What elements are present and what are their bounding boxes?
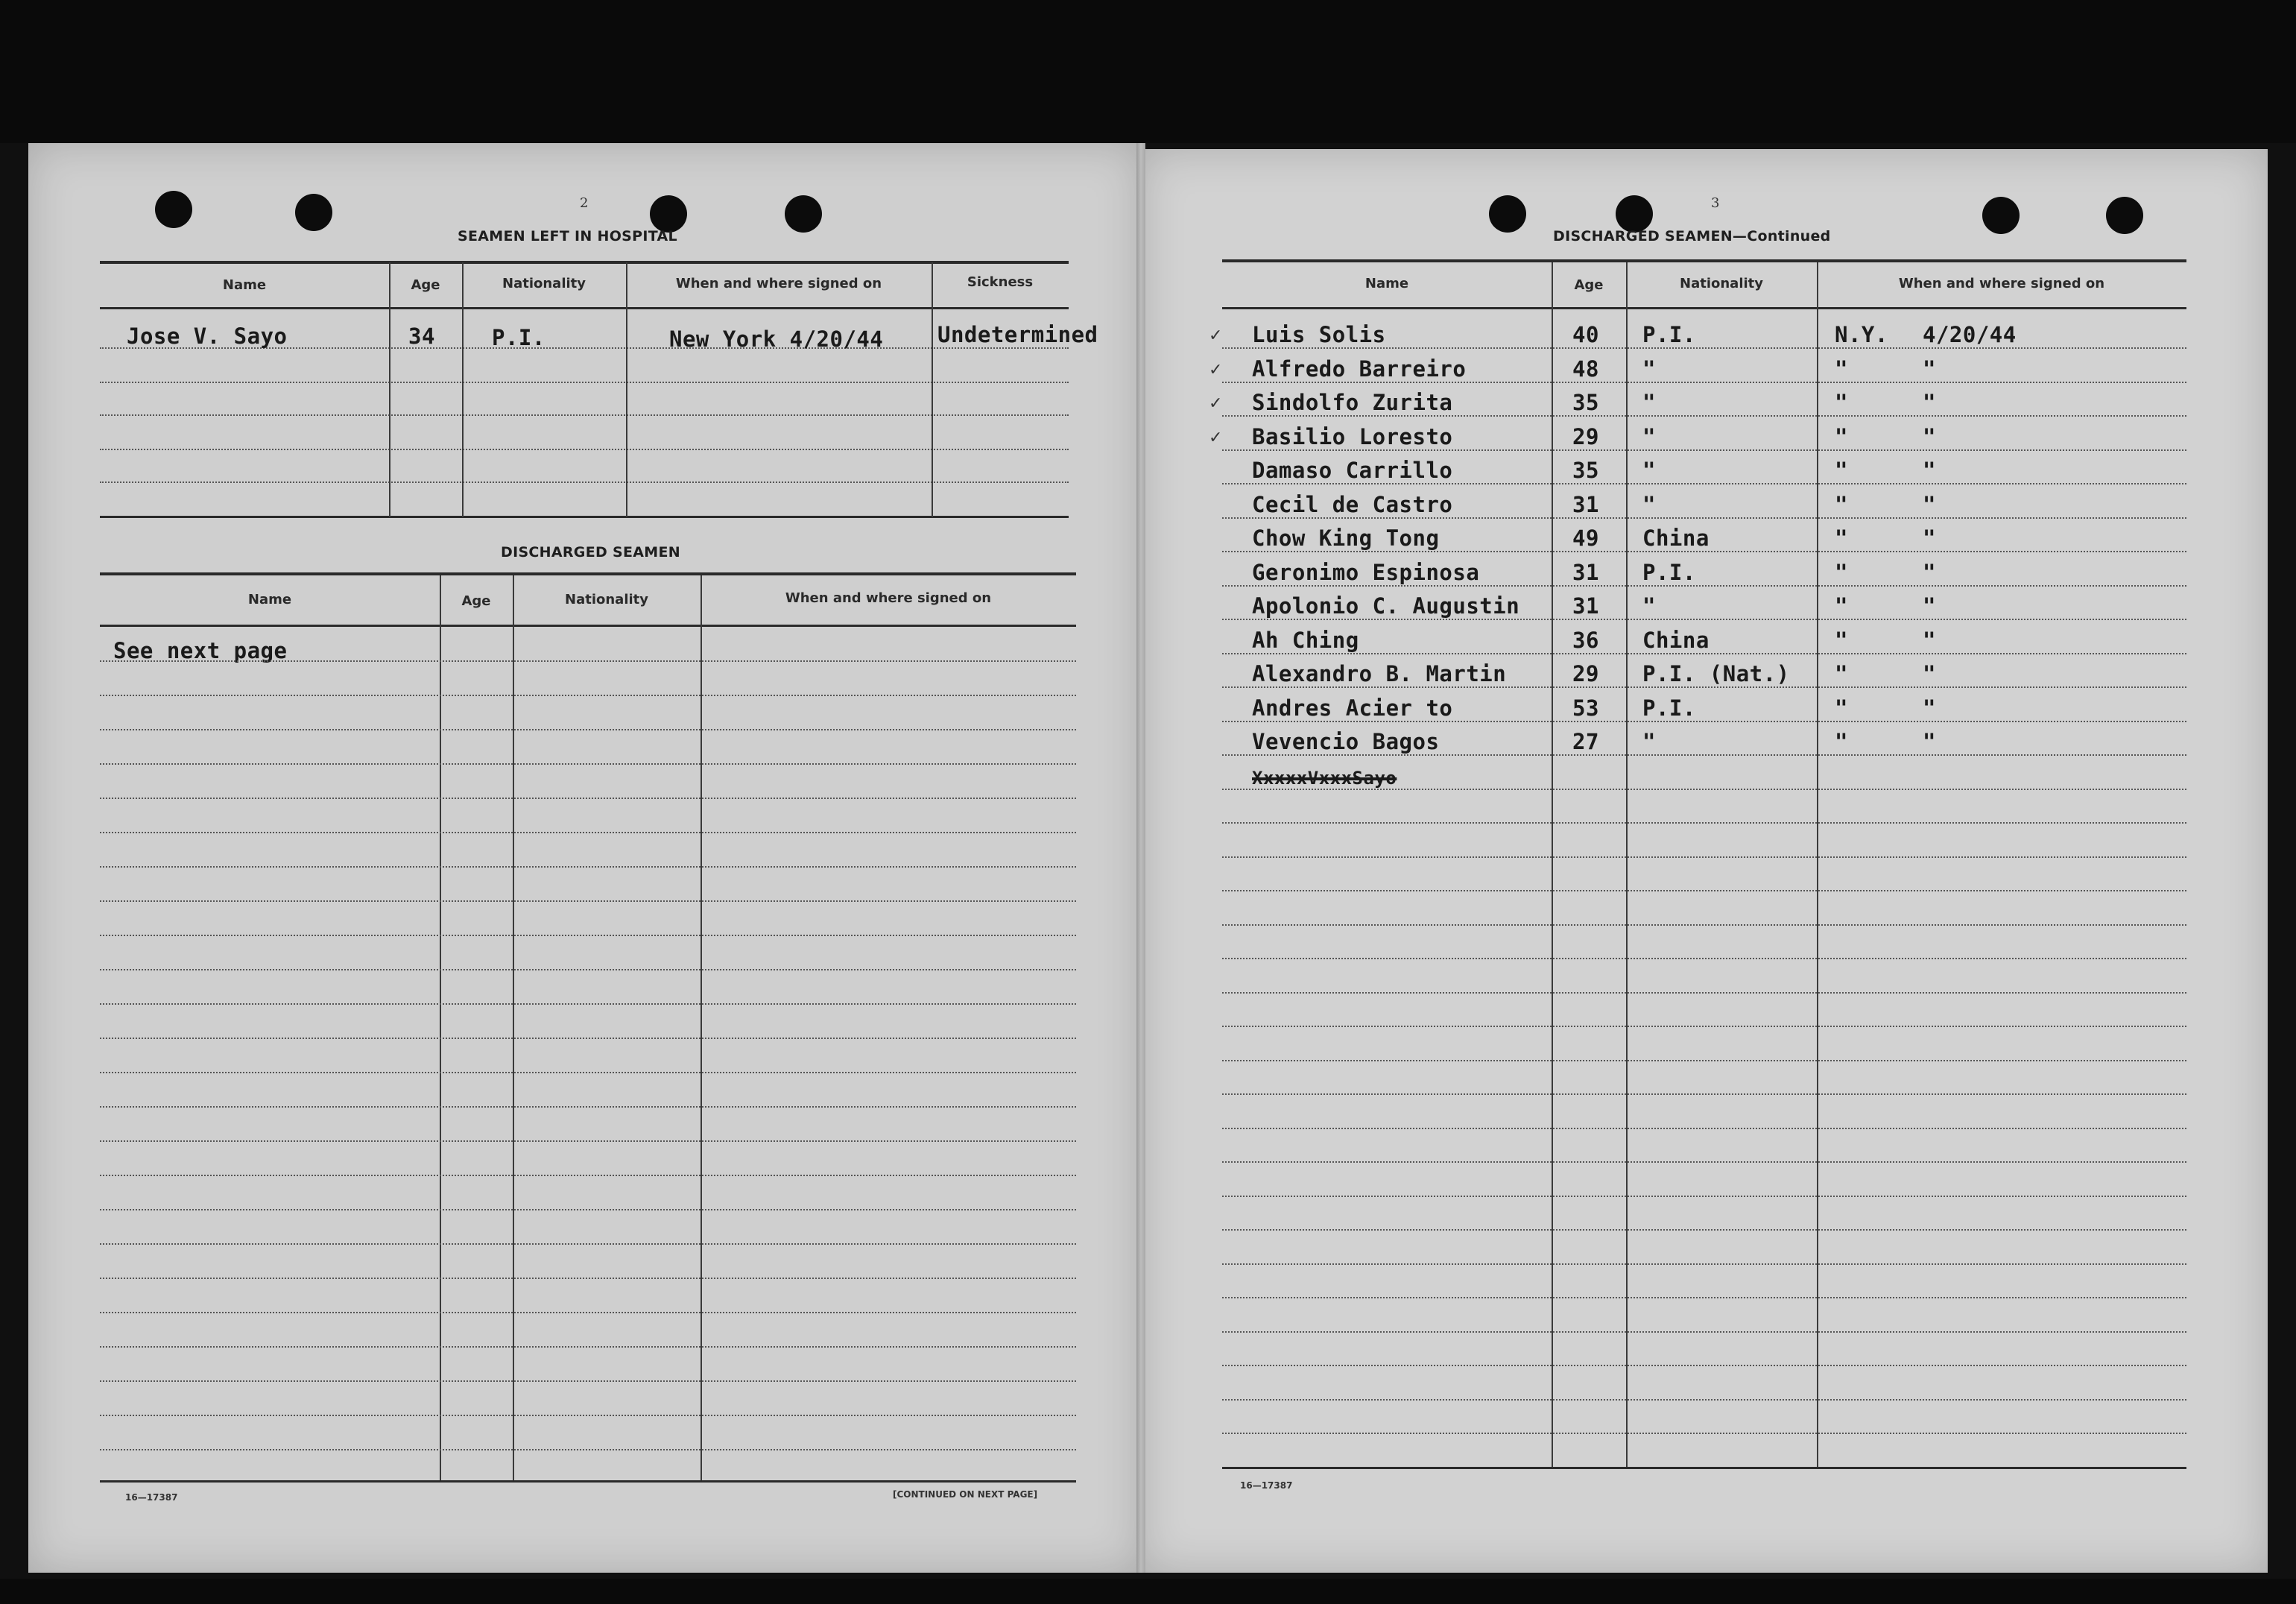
check-mark: ✓ bbox=[1209, 394, 1223, 413]
seaman-signed-date-cell: " bbox=[1923, 628, 1936, 653]
seaman-name-cell: Alfredo Barreiro bbox=[1252, 356, 1467, 382]
form-number: 16—17387 bbox=[1240, 1480, 1293, 1491]
column-header-name: Name bbox=[247, 592, 292, 607]
seaman-signed-date-cell: " bbox=[1923, 560, 1936, 585]
row-rule bbox=[1222, 483, 2186, 484]
row-rule bbox=[100, 382, 1069, 383]
seaman-name-cell: Sindolfo Zurita bbox=[1252, 390, 1453, 415]
column-header-sickness: Sickness bbox=[967, 274, 1034, 290]
row-rule bbox=[1222, 382, 2186, 383]
row-rule bbox=[1222, 1128, 2186, 1129]
column-header-nationality: Nationality bbox=[502, 276, 586, 291]
column-header-nationality: Nationality bbox=[565, 592, 648, 607]
column-divider bbox=[1626, 262, 1628, 1468]
seaman-signed-place-cell: " bbox=[1835, 661, 1848, 686]
row-rule bbox=[1222, 686, 2186, 688]
seaman-age-cell: 31 bbox=[1572, 560, 1599, 585]
row-rule bbox=[100, 1278, 1076, 1279]
row-rule bbox=[100, 414, 1069, 416]
seaman-age-cell: 27 bbox=[1572, 729, 1599, 754]
seaman-signed-place-cell: " bbox=[1835, 628, 1848, 653]
continued-note: [CONTINUED ON NEXT PAGE] bbox=[893, 1489, 1038, 1500]
seaman-signed-place-cell: N.Y. bbox=[1835, 322, 1888, 347]
page-number: 3 bbox=[1711, 195, 1720, 211]
column-header-nationality: Nationality bbox=[1680, 276, 1763, 291]
seaman-nationality-cell: P.I. bbox=[1642, 695, 1696, 721]
table-rule bbox=[100, 516, 1069, 518]
row-rule bbox=[100, 449, 1069, 450]
row-rule bbox=[1222, 1263, 2186, 1265]
seaman-name-cell: Alexandro B. Martin bbox=[1252, 661, 1507, 686]
row-rule bbox=[1222, 924, 2186, 926]
column-divider bbox=[462, 262, 464, 517]
seaman-age-cell: 35 bbox=[1572, 458, 1599, 483]
seaman-name-cell: Apolonio C. Augustin bbox=[1252, 593, 1520, 619]
row-rule bbox=[1222, 449, 2186, 451]
row-rule bbox=[1222, 1161, 2186, 1163]
seaman-name-cell: Basilio Loresto bbox=[1252, 424, 1453, 449]
seaman-signed-date-cell: " bbox=[1923, 424, 1936, 449]
column-header-signed-on: When and where signed on bbox=[1898, 276, 2105, 291]
seaman-signed-place-cell: " bbox=[1835, 424, 1848, 449]
seaman-name-cell: Damaso Carrillo bbox=[1252, 458, 1453, 483]
seaman-name-cell: Ah Ching bbox=[1252, 628, 1359, 653]
check-mark: ✓ bbox=[1209, 429, 1223, 447]
scanner-background-bottom bbox=[0, 1579, 2296, 1604]
seaman-nationality-cell: China bbox=[1642, 525, 1710, 551]
row-rule bbox=[100, 660, 1076, 662]
seaman-nationality-cell: " bbox=[1642, 458, 1656, 483]
seaman-signed-date-cell: 4/20/44 bbox=[1923, 322, 2017, 347]
hospital-age-cell: 34 bbox=[408, 323, 435, 349]
column-header-signed-on: When and where signed on bbox=[675, 276, 882, 291]
row-rule bbox=[1222, 721, 2186, 722]
seaman-signed-place-cell: " bbox=[1835, 525, 1848, 551]
hospital-nationality-cell: P.I. bbox=[492, 325, 545, 350]
check-mark: ✓ bbox=[1209, 361, 1223, 379]
discharged-note-cell: See next page bbox=[113, 638, 288, 663]
page-fold bbox=[1136, 143, 1145, 1573]
row-rule bbox=[1222, 1229, 2186, 1231]
row-rule bbox=[1222, 1433, 2186, 1434]
punch-hole bbox=[1982, 197, 2020, 234]
column-divider bbox=[932, 262, 933, 517]
row-rule bbox=[1222, 754, 2186, 756]
row-rule bbox=[100, 695, 1076, 696]
seaman-signed-date-cell: " bbox=[1923, 661, 1936, 686]
seaman-signed-place-cell: " bbox=[1835, 695, 1848, 721]
column-divider bbox=[1817, 262, 1818, 1468]
row-rule bbox=[100, 1038, 1076, 1039]
seaman-nationality-cell: " bbox=[1642, 593, 1656, 619]
punch-hole bbox=[1616, 195, 1653, 233]
column-divider bbox=[389, 262, 390, 517]
row-rule bbox=[100, 935, 1076, 936]
seaman-signed-date-cell: " bbox=[1923, 390, 1936, 415]
seaman-signed-date-cell: " bbox=[1923, 729, 1936, 754]
seaman-nationality-cell: " bbox=[1642, 356, 1656, 382]
row-rule bbox=[100, 729, 1076, 730]
punch-hole bbox=[2106, 197, 2143, 234]
column-header-name: Name bbox=[1364, 276, 1409, 291]
column-header-age: Age bbox=[461, 593, 491, 609]
column-header-signed-on: When and where signed on bbox=[785, 590, 992, 606]
row-rule bbox=[1222, 1399, 2186, 1401]
seaman-name-cell: Vevencio Bagos bbox=[1252, 729, 1440, 754]
row-rule bbox=[1222, 1365, 2186, 1366]
seaman-nationality-cell: " bbox=[1642, 729, 1656, 754]
hospital-sickness-cell: Undetermined bbox=[937, 322, 1098, 347]
seaman-signed-place-cell: " bbox=[1835, 458, 1848, 483]
seaman-nationality-cell: China bbox=[1642, 628, 1710, 653]
seaman-signed-date-cell: " bbox=[1923, 492, 1936, 517]
row-rule bbox=[1222, 1060, 2186, 1061]
form-number: 16—17387 bbox=[125, 1492, 178, 1503]
page-number: 2 bbox=[580, 195, 589, 211]
punch-hole bbox=[785, 195, 822, 233]
seaman-age-cell: 35 bbox=[1572, 390, 1599, 415]
row-rule bbox=[1222, 789, 2186, 790]
row-rule bbox=[100, 1415, 1076, 1416]
seaman-age-cell: 29 bbox=[1572, 424, 1599, 449]
row-rule bbox=[100, 1209, 1076, 1210]
table-rule bbox=[100, 307, 1069, 309]
seaman-age-cell: 31 bbox=[1572, 593, 1599, 619]
row-rule bbox=[1222, 653, 2186, 654]
row-rule bbox=[100, 832, 1076, 833]
punch-hole bbox=[650, 195, 687, 233]
row-rule bbox=[100, 1380, 1076, 1382]
seaman-age-cell: 53 bbox=[1572, 695, 1599, 721]
seaman-age-cell: 48 bbox=[1572, 356, 1599, 382]
hospital-section-title: SEAMEN LEFT IN HOSPITAL bbox=[458, 228, 677, 244]
row-rule bbox=[1222, 1331, 2186, 1333]
row-rule bbox=[1222, 585, 2186, 587]
punch-hole bbox=[295, 194, 332, 231]
seaman-age-cell: 49 bbox=[1572, 525, 1599, 551]
row-rule bbox=[100, 1072, 1076, 1073]
row-rule bbox=[1222, 1196, 2186, 1197]
row-rule bbox=[100, 866, 1076, 868]
column-divider bbox=[1552, 262, 1553, 1468]
row-rule bbox=[100, 763, 1076, 765]
row-rule bbox=[1222, 992, 2186, 994]
seaman-signed-date-cell: " bbox=[1923, 458, 1936, 483]
left-page bbox=[28, 143, 1141, 1573]
row-rule bbox=[100, 798, 1076, 799]
punch-hole bbox=[155, 191, 192, 228]
row-rule bbox=[100, 1449, 1076, 1450]
row-rule bbox=[1222, 517, 2186, 519]
seaman-signed-date-cell: " bbox=[1923, 525, 1936, 551]
row-rule bbox=[1222, 1026, 2186, 1027]
seaman-signed-place-cell: " bbox=[1835, 560, 1848, 585]
seaman-age-cell: 29 bbox=[1572, 661, 1599, 686]
table-rule bbox=[100, 1480, 1076, 1483]
scanner-background-top bbox=[0, 0, 2296, 143]
column-header-age: Age bbox=[411, 277, 440, 293]
struck-entry: XxxxxVxxxSayo bbox=[1252, 768, 1397, 789]
row-rule bbox=[100, 1346, 1076, 1348]
seaman-name-cell: Luis Solis bbox=[1252, 322, 1386, 347]
column-divider bbox=[626, 262, 627, 517]
row-rule bbox=[1222, 822, 2186, 824]
row-rule bbox=[100, 900, 1076, 902]
row-rule bbox=[100, 1175, 1076, 1176]
seaman-signed-place-cell: " bbox=[1835, 593, 1848, 619]
seaman-signed-date-cell: " bbox=[1923, 356, 1936, 382]
seaman-signed-place-cell: " bbox=[1835, 729, 1848, 754]
seaman-nationality-cell: " bbox=[1642, 492, 1656, 517]
seaman-name-cell: Andres Acier to bbox=[1252, 695, 1453, 721]
row-rule bbox=[1222, 347, 2186, 349]
table-rule bbox=[100, 572, 1076, 575]
row-rule bbox=[1222, 415, 2186, 417]
table-rule bbox=[100, 625, 1076, 627]
row-rule bbox=[1222, 619, 2186, 620]
row-rule bbox=[100, 1312, 1076, 1313]
row-rule bbox=[1222, 551, 2186, 552]
row-rule bbox=[1222, 1297, 2186, 1298]
row-rule bbox=[100, 1003, 1076, 1005]
seaman-signed-place-cell: " bbox=[1835, 356, 1848, 382]
row-rule bbox=[1222, 890, 2186, 891]
hospital-name-cell: Jose V. Sayo bbox=[127, 323, 288, 349]
seaman-signed-date-cell: " bbox=[1923, 695, 1936, 721]
row-rule bbox=[100, 1106, 1076, 1108]
row-rule bbox=[100, 481, 1069, 483]
row-rule bbox=[1222, 1093, 2186, 1095]
row-rule bbox=[100, 1140, 1076, 1142]
table-rule bbox=[1222, 1467, 2186, 1469]
seaman-nationality-cell: P.I. bbox=[1642, 560, 1696, 585]
seaman-signed-place-cell: " bbox=[1835, 390, 1848, 415]
table-rule bbox=[1222, 307, 2186, 309]
seaman-age-cell: 36 bbox=[1572, 628, 1599, 653]
row-rule bbox=[1222, 856, 2186, 858]
seaman-name-cell: Chow King Tong bbox=[1252, 525, 1440, 551]
row-rule bbox=[1222, 958, 2186, 959]
seaman-age-cell: 40 bbox=[1572, 322, 1599, 347]
seaman-name-cell: Geronimo Espinosa bbox=[1252, 560, 1480, 585]
seaman-name-cell: Cecil de Castro bbox=[1252, 492, 1453, 517]
column-header-age: Age bbox=[1574, 277, 1604, 293]
column-header-name: Name bbox=[222, 277, 267, 293]
check-mark: ✓ bbox=[1209, 326, 1223, 345]
seaman-nationality-cell: P.I. (Nat.) bbox=[1642, 661, 1790, 686]
row-rule bbox=[100, 969, 1076, 970]
seaman-nationality-cell: P.I. bbox=[1642, 322, 1696, 347]
discharged-continued-title: DISCHARGED SEAMEN—Continued bbox=[1553, 228, 1831, 244]
seaman-signed-date-cell: " bbox=[1923, 593, 1936, 619]
table-rule bbox=[1222, 259, 2186, 262]
seaman-age-cell: 31 bbox=[1572, 492, 1599, 517]
row-rule bbox=[100, 1243, 1076, 1245]
discharged-section-title: DISCHARGED SEAMEN bbox=[501, 544, 680, 561]
hospital-signed-on-cell: New York 4/20/44 bbox=[669, 326, 884, 352]
seaman-nationality-cell: " bbox=[1642, 424, 1656, 449]
seaman-nationality-cell: " bbox=[1642, 390, 1656, 415]
table-rule bbox=[100, 261, 1069, 264]
punch-hole bbox=[1489, 195, 1526, 233]
seaman-signed-place-cell: " bbox=[1835, 492, 1848, 517]
